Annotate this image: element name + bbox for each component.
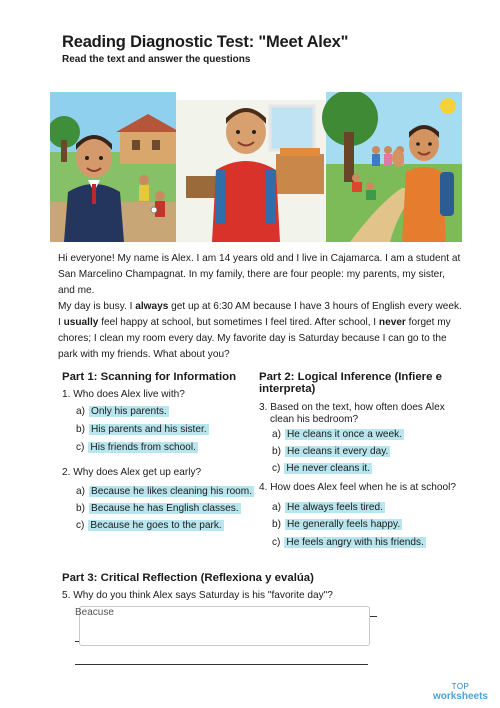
question-4: 4. How does Alex feel when he is at school? — [259, 482, 456, 493]
answer-input-value: Beacuse — [75, 607, 114, 618]
q1-option-b[interactable]: b) His parents and his sister. — [76, 424, 207, 435]
passage-paragraph-2: My day is busy. I always get up at 6:30 AM because I have 3 hours of English every week. I usually feel happy at school, but sometimes I feel tired. After school, I never forget my chores; I clean my room every day. My favorite day is Saturday because I can go to the park with my friends. What about you? — [58, 301, 462, 360]
topworksheets-logo: TOP worksheets — [432, 682, 488, 702]
q2-option-c[interactable]: c) Because he goes to the park. — [76, 520, 222, 531]
q3-option-c[interactable]: c) He never cleans it. — [272, 463, 371, 474]
passage-paragraph-1: Hi everyone! My name is Alex. I am 14 years old and I live in Cajamarca. I am a student at San Marcelino Champagnat. In my family, there are four people: my parents, my sister, and me. — [58, 253, 461, 296]
part2-heading: Part 2: Logical Inference (Infiere e interpreta) — [259, 371, 442, 395]
q4-option-b[interactable]: b) He generally feels happy. — [272, 519, 401, 530]
story-illustration — [50, 92, 462, 242]
q2-option-a[interactable]: a) Because he likes cleaning his room. — [76, 486, 253, 497]
instructions: Read the text and answer the questions — [62, 54, 251, 65]
q1-option-c[interactable]: c) His friends from school. — [76, 442, 196, 453]
scene-middle-bedroom — [176, 92, 326, 242]
q1-option-a[interactable]: a) Only his parents. — [76, 406, 167, 417]
question-1: 1. Who does Alex live with? — [62, 389, 185, 400]
scene-right-park — [322, 92, 462, 242]
page-title: Reading Diagnostic Test: "Meet Alex" — [62, 33, 349, 51]
part1-heading: Part 1: Scanning for Information — [62, 371, 237, 383]
q2-option-b[interactable]: b) Because he has English classes. — [76, 503, 239, 514]
question-2: 2. Why does Alex get up early? — [62, 467, 202, 478]
reading-passage — [58, 251, 463, 363]
q4-option-c[interactable]: c) He feels angry with his friends. — [272, 537, 424, 548]
answer-input[interactable] — [79, 606, 370, 646]
q4-option-a[interactable]: a) He always feels tired. — [272, 502, 383, 513]
answer-line-3 — [75, 664, 368, 665]
q3-option-a[interactable]: a) He cleans it once a week. — [272, 429, 403, 440]
question-5: 5. Why do you think Alex says Saturday is his "favorite day"? — [62, 590, 333, 601]
question-3: 3. Based on the text, how often does Alex clean his bedroom? — [259, 402, 445, 425]
scene-left-school — [50, 92, 180, 242]
q3-option-b[interactable]: b) He cleans it every day. — [272, 446, 389, 457]
part3-heading: Part 3: Critical Reflection (Reflexiona y evalúa) — [62, 572, 314, 584]
